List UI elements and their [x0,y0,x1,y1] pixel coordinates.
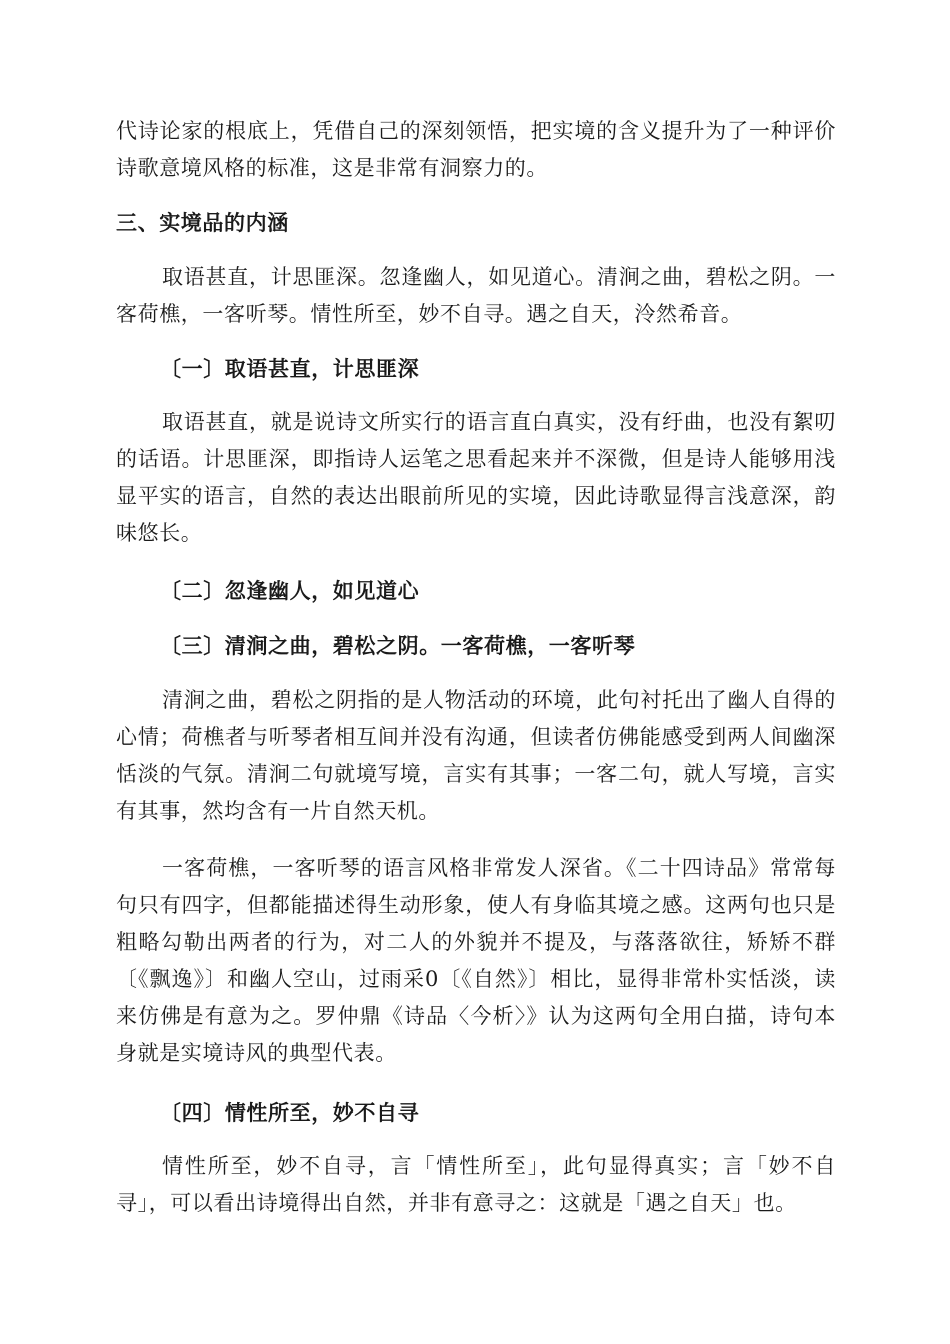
subheading-3-paragraph-a: 清涧之曲，碧松之阴指的是人物活动的环境，此句衬托出了幽人自得的心情；荷樵者与听琴者相互间并没有沟通，但读者仿佛能感受到两人间幽深恬淡的气氛。清涧二句就境写境，言实有其事；一客二句，就人写境，言实有其事，然均含有一片自然天机。 [116,688,836,823]
section-heading: 三、实境品的内涵 [116,210,289,235]
poem-paragraph: 取语甚直，计思匪深。忽逢幽人，如见道心。清涧之曲，碧松之阴。一客荷樵，一客听琴。情性所至，妙不自寻。遇之自天，泠然希音。 [116,265,836,326]
subheading-1: 〔一〕取语甚直，计思匪深 [160,356,420,381]
subheading-3: 〔三〕清涧之曲，碧松之阴。一客荷樵，一客听琴 [160,633,636,658]
subheading-2: 〔二〕忽逢幽人，如见道心 [160,578,420,603]
subheading-4: 〔四〕情性所至，妙不自寻 [160,1100,420,1125]
subheading-4-paragraph: 情性所至，妙不自寻，言「情性所至」，此句显得真实；言「妙不自寻」，可以看出诗境得出自然，并非有意寻之：这就是「遇之自天」也。 [116,1154,836,1215]
intro-paragraph: 代诗论家的根底上，凭借自己的深刻领悟，把实境的含义提升为了一种评价诗歌意境风格的标准，这是非常有洞察力的。 [116,119,836,180]
subheading-3-paragraph-b: 一客荷樵，一客听琴的语言风格非常发人深省。《二十四诗品》常常每句只有四字，但都能描述得生动形象，使人有身临其境之感。这两句也只是粗略勾勒出两者的行为，对二人的外貌并不提及，与落落欲往，矫矫不群〔《飘逸》〕和幽人空山，过雨采0〔《自然》〕相比，显得非常朴实恬淡，读来仿佛是有意为之。罗仲鼎《诗品〈今析〉》认为这两句全用白描，诗句本身就是实境诗风的典型代表。 [116,856,836,1065]
subheading-1-paragraph: 取语甚直，就是说诗文所实行的语言直白真实，没有纡曲，也没有絮叨的话语。计思匪深，即指诗人运笔之思看起来并不深微，但是诗人能够用浅显平实的语言，自然的表达出眼前所见的实境，因此诗歌显得言浅意深，韵味悠长。 [116,410,836,545]
